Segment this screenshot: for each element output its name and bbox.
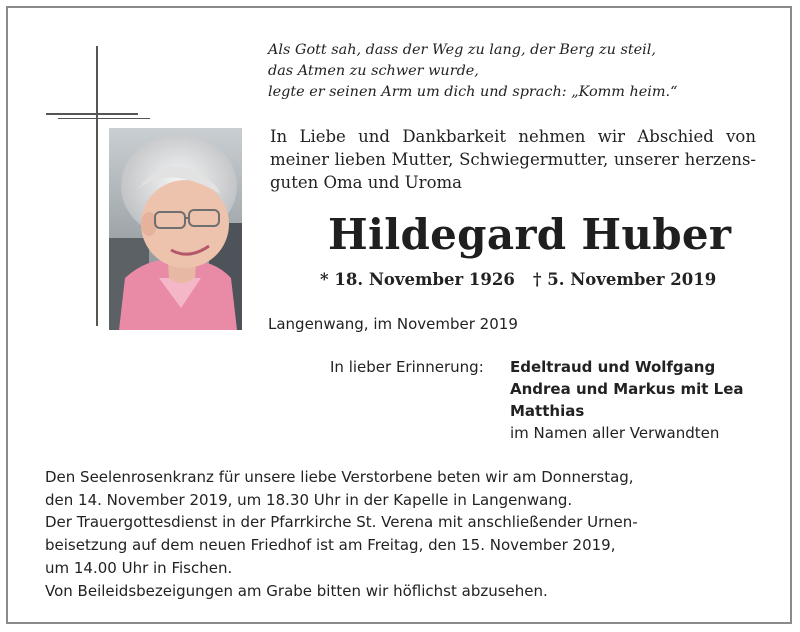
service-details <box>45 466 745 602</box>
intro-line: In Liebe und Dankbarkeit nehmen wir Abschied von <box>270 127 756 146</box>
mourner-name: Andrea und Markus mit Lea <box>510 380 744 398</box>
verse-line: Als Gott sah, dass der Weg zu lang, der Berg zu steil, <box>268 42 656 58</box>
details-line: den 14. November 2019, um 18.30 Uhr in der Kapelle in Langenwang. <box>45 490 573 509</box>
intro-line: guten Oma und Uroma <box>270 173 462 192</box>
mourners-list <box>510 356 744 444</box>
place-and-date: Langenwang, im November 2019 <box>268 315 518 333</box>
life-dates <box>320 269 716 291</box>
cross-horizontal-bar-shadow <box>58 118 150 119</box>
mourners-closing: im Namen aller Verwandten <box>510 424 720 442</box>
verse-line: das Atmen zu schwer wurde, <box>268 63 479 79</box>
details-line: Der Trauergottesdienst in der Pfarrkirche St. Verena mit anschließender Urnen- <box>45 513 638 532</box>
details-line: Den Seelenrosenkranz für unsere liebe Verstorbene beten wir am Donnerstag, <box>45 468 634 486</box>
mourner-name: Edeltraud und Wolfgang <box>510 358 716 376</box>
portrait-illustration <box>109 128 242 330</box>
verse-line: legte er seinen Arm um dich und sprach: „Komm heim.“ <box>268 84 678 100</box>
intro-line: meiner lieben Mutter, Schwiegermutter, unserer herzens- <box>270 150 756 169</box>
mourner-name: Matthias <box>510 402 585 420</box>
details-line: Von Beileidsbezeigungen am Grabe bitten wir höflichst abzusehen. <box>45 581 548 600</box>
details-line: um 14.00 Uhr in Fischen. <box>45 558 233 577</box>
farewell-intro <box>270 125 756 194</box>
portrait-photo <box>109 128 242 330</box>
birth-date: * 18. November 1926 <box>320 270 515 289</box>
cross-vertical-bar <box>96 46 98 326</box>
death-date: † 5. November 2019 <box>532 270 717 289</box>
cross-horizontal-bar <box>46 113 138 115</box>
details-line: beisetzung auf dem neuen Friedhof ist am Freitag, den 15. November 2019, <box>45 536 616 555</box>
deceased-name: Hildegard Huber <box>328 210 732 259</box>
memory-label: In lieber Erinnerung: <box>330 358 484 376</box>
verse <box>268 40 768 103</box>
